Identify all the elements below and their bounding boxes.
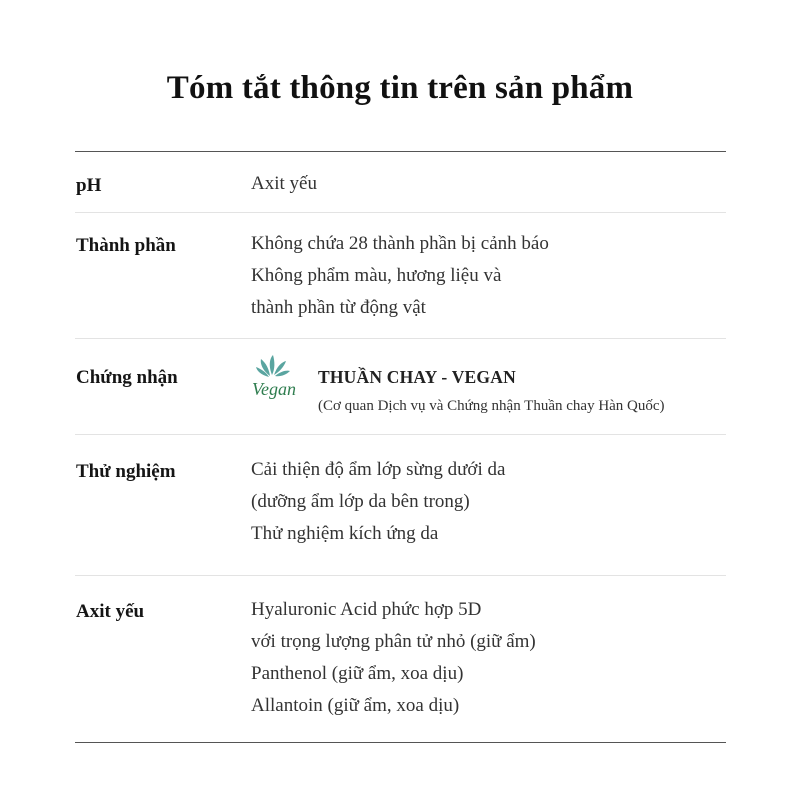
certification-subtitle: (Cơ quan Dịch vụ và Chứng nhận Thuần chay Hàn Quốc) — [318, 398, 665, 414]
vegan-logo-icon — [250, 353, 312, 401]
value-line: Axit yếu — [251, 173, 317, 194]
row-label-weak-acid: Axit yếu — [76, 601, 145, 622]
row-value-ingredients — [251, 228, 549, 324]
row-label-certification: Chứng nhận — [76, 367, 178, 388]
row-divider — [75, 212, 726, 213]
value-line: thành phần từ động vật — [251, 297, 426, 318]
row-value-testing — [251, 454, 505, 550]
page-title: Tóm tắt thông tin trên sản phẩm — [166, 70, 634, 106]
row-divider — [75, 338, 726, 339]
row-label-ingredients: Thành phần — [76, 235, 176, 256]
value-line: (dưỡng ẩm lớp da bên trong) — [251, 491, 470, 512]
value-line: Allantoin (giữ ẩm, xoa dịu) — [251, 695, 460, 716]
table-bottom-rule — [75, 742, 726, 743]
row-value-ph — [251, 168, 317, 200]
row-label-testing: Thử nghiệm — [76, 461, 176, 482]
value-line: Cải thiện độ ẩm lớp sừng dưới da — [251, 459, 506, 480]
row-divider — [75, 575, 726, 576]
vegan-logo-text: Vegan — [252, 379, 296, 399]
value-line: Không phẩm màu, hương liệu và — [251, 265, 502, 286]
table-top-rule — [75, 151, 726, 152]
value-line: Thử nghiệm kích ứng da — [251, 523, 439, 544]
value-line: Hyaluronic Acid phức hợp 5D — [251, 599, 482, 620]
row-label-ph: pH — [76, 175, 102, 196]
value-line: với trọng lượng phân tử nhỏ (giữ ẩm) — [251, 631, 536, 652]
value-line: Không chứa 28 thành phần bị cảnh báo — [251, 233, 549, 254]
row-value-weak-acid — [251, 594, 536, 722]
certification-title: THUẦN CHAY - VEGAN — [318, 367, 516, 387]
value-line: Panthenol (giữ ẩm, xoa dịu) — [251, 663, 464, 684]
row-divider — [75, 434, 726, 435]
